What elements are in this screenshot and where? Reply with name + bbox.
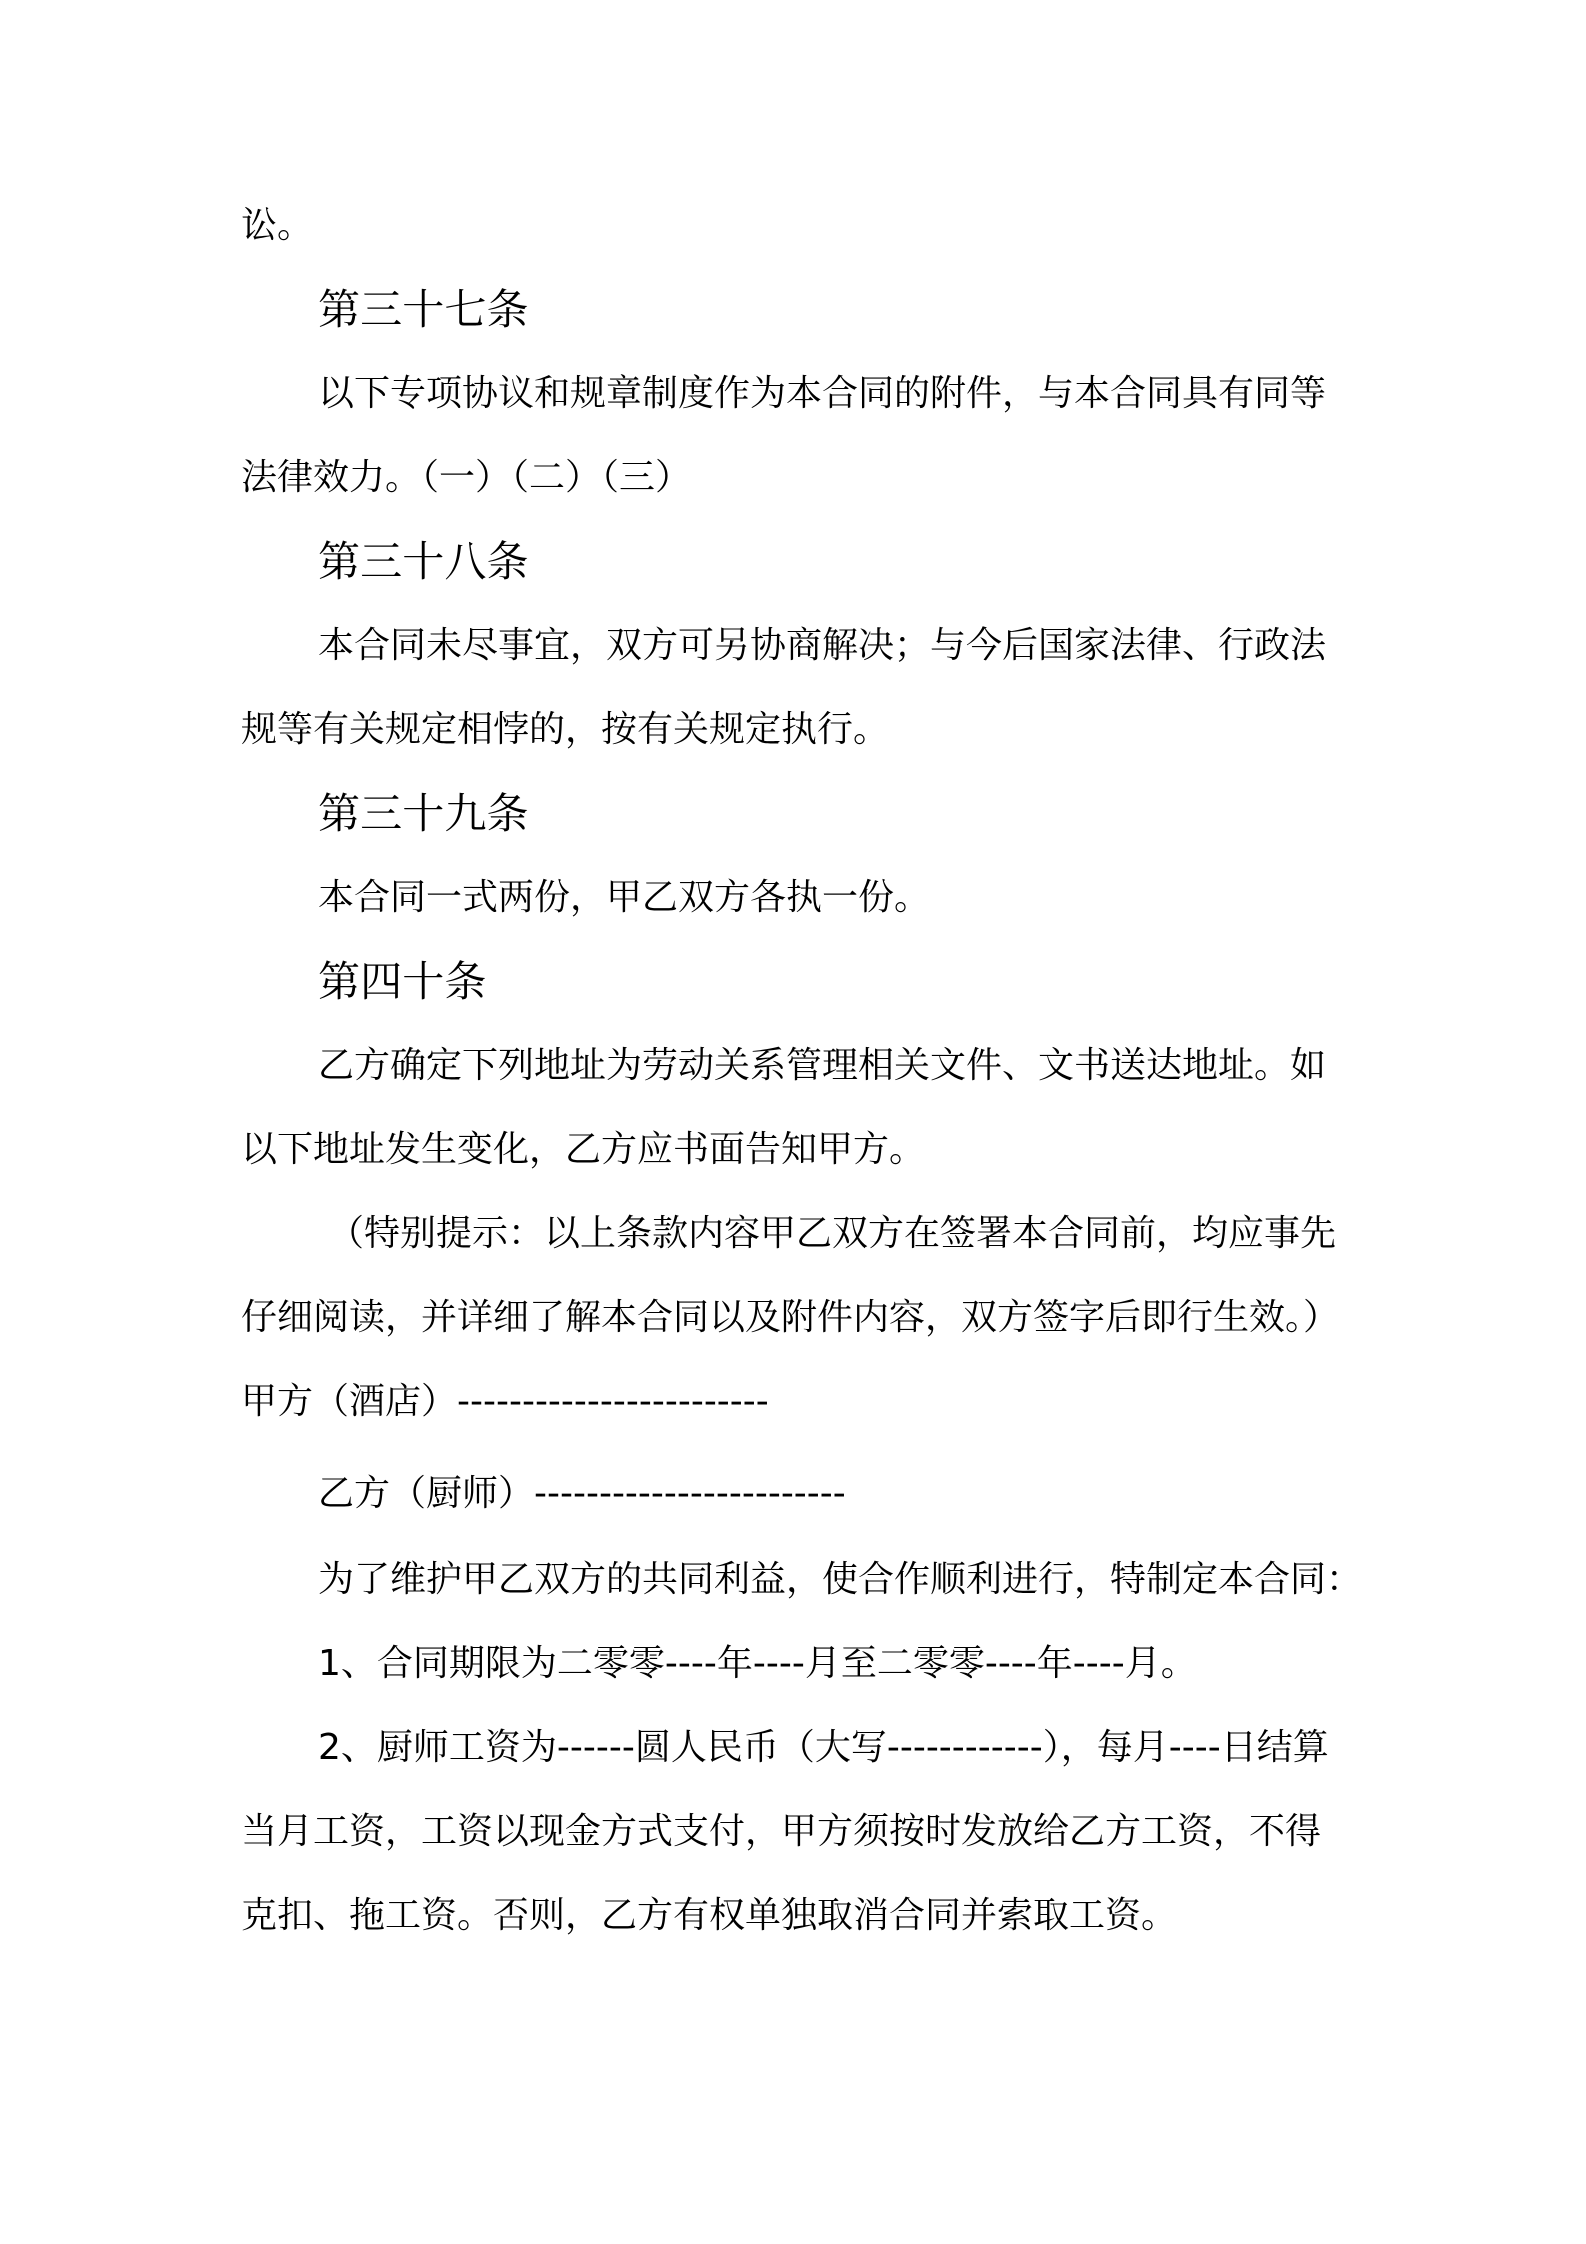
article-38-heading: 第三十八条 (318, 537, 529, 586)
article-38-text-line-2: 规等有关规定相悖的，按有关规定执行。 (241, 709, 890, 750)
clause-2-wage-line-3: 克扣、拖工资。否则，乙方有权单独取消合同并索取工资。 (241, 1895, 1178, 1936)
article-39-heading: 第三十九条 (318, 789, 529, 838)
party-a-signature-line: 甲方（酒店）------------------------ (241, 1381, 769, 1422)
article-40-text-line-2: 以下地址发生变化，乙方应书面告知甲方。 (241, 1129, 926, 1170)
article-37-heading: 第三十七条 (318, 285, 529, 334)
contract-purpose: 为了维护甲乙双方的共同利益，使合作顺利进行，特制定本合同： (318, 1559, 1363, 1600)
article-37-text-line-2: 法律效力。（一）（二）（三） (241, 457, 692, 498)
clause-1-term: 1、合同期限为二零零----年----月至二零零----年----月。 (318, 1643, 1197, 1684)
article-39-text: 本合同一式两份，甲乙双方各执一份。 (318, 877, 931, 918)
article-40-text-line-1: 乙方确定下列地址为劳动关系管理相关文件、文书送达地址。如 (318, 1045, 1327, 1086)
article-40-heading: 第四十条 (318, 957, 487, 1006)
article-38-text-line-1: 本合同未尽事宜，双方可另协商解决；与今后国家法律、行政法 (318, 625, 1327, 666)
clause-2-wage-line-1: 2、厨师工资为------圆人民币（大写------------），每月----日结算 (318, 1727, 1329, 1768)
article-37-text-line-1: 以下专项协议和规章制度作为本合同的附件，与本合同具有同等 (318, 373, 1327, 414)
special-notice-line-1: （特别提示：以上条款内容甲乙双方在签署本合同前，均应事先 (328, 1213, 1337, 1254)
party-b-signature-line: 乙方（厨师）------------------------ (318, 1473, 846, 1514)
clause-2-wage-line-2: 当月工资，工资以现金方式支付，甲方须按时发放给乙方工资，不得 (241, 1811, 1322, 1852)
paragraph-continuation: 讼。 (241, 205, 314, 246)
special-notice-line-2: 仔细阅读，并详细了解本合同以及附件内容，双方签字后即行生效。） (241, 1297, 1340, 1338)
